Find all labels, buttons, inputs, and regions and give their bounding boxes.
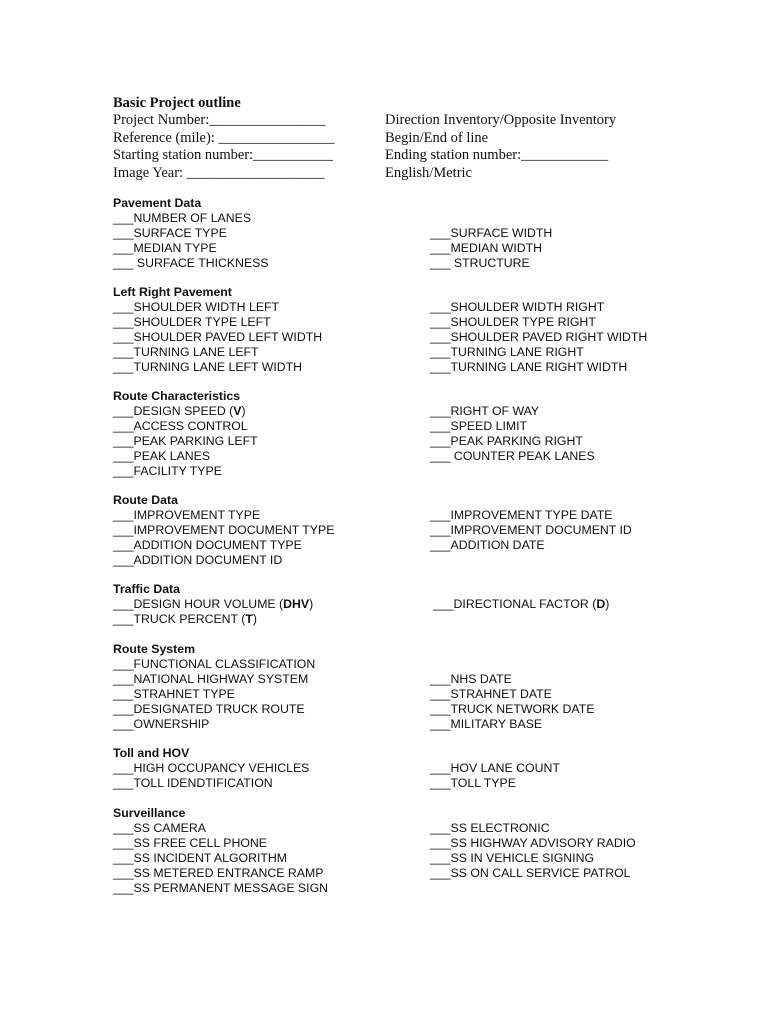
paren-close: ) bbox=[252, 611, 257, 626]
field-row bbox=[113, 821, 713, 836]
section-title: Surveillance bbox=[113, 806, 186, 820]
field-left: ___MEDIAN TYPE bbox=[113, 240, 217, 255]
field-left: ___TURNING LANE LEFT WIDTH bbox=[113, 359, 303, 374]
field-left: ___DESIGNATED TRUCK ROUTE bbox=[113, 701, 305, 716]
field-row bbox=[113, 211, 713, 226]
field-right: ___TURNING LANE RIGHT WIDTH bbox=[430, 359, 628, 374]
begin-end-line: Begin/End of line bbox=[385, 129, 489, 146]
section-title: Left Right Pavement bbox=[113, 285, 232, 299]
field-left: ___HIGH OCCUPANCY VEHICLES bbox=[113, 761, 310, 775]
field-left: ___NATIONAL HIGHWAY SYSTEM bbox=[113, 671, 309, 686]
field-right bbox=[433, 597, 609, 612]
outline-left-column bbox=[113, 112, 334, 182]
field-row bbox=[113, 597, 713, 612]
paren-close: ) bbox=[309, 597, 314, 611]
section-title: Toll and HOV bbox=[113, 746, 190, 760]
project-number-line: Project Number:________________ bbox=[113, 112, 326, 128]
field-row bbox=[113, 538, 713, 553]
field-right: ___SHOULDER WIDTH RIGHT bbox=[430, 300, 605, 314]
field-right: ___SS ELECTRONIC bbox=[430, 821, 550, 835]
field-right: ___ COUNTER PEAK LANES bbox=[430, 448, 595, 463]
route-system-section bbox=[113, 642, 713, 731]
english-metric-line: English/Metric bbox=[385, 164, 472, 181]
field-row bbox=[113, 256, 713, 271]
image-year-line: Image Year: ___________________ bbox=[113, 164, 325, 181]
field-row bbox=[113, 330, 713, 345]
field-right: ___SS ON CALL SERVICE PATROL bbox=[430, 865, 631, 880]
section-title: Pavement Data bbox=[113, 196, 202, 210]
field-right: ___SPEED LIMIT bbox=[430, 418, 528, 433]
field-row bbox=[113, 523, 713, 538]
field-right: ___RIGHT OF WAY bbox=[430, 404, 540, 418]
reference-mile-line: Reference (mile): ________________ bbox=[113, 129, 335, 146]
route-characteristics-section bbox=[113, 389, 713, 478]
paren-close: ) bbox=[241, 404, 246, 418]
field-right: ___SS IN VEHICLE SIGNING bbox=[430, 850, 595, 865]
field-right: ___PEAK PARKING RIGHT bbox=[430, 433, 583, 448]
field-right: ___SHOULDER PAVED RIGHT WIDTH bbox=[430, 329, 648, 344]
field-row bbox=[113, 717, 713, 732]
field-row bbox=[113, 761, 713, 776]
field-right: ___ STRUCTURE bbox=[430, 255, 530, 270]
field-left: ___SS FREE CELL PHONE bbox=[113, 835, 267, 850]
field-row bbox=[113, 881, 713, 896]
field-right: ___IMPROVEMENT DOCUMENT ID bbox=[430, 522, 632, 537]
section-title: Traffic Data bbox=[113, 582, 180, 596]
surveillance-section bbox=[113, 806, 713, 895]
field-left bbox=[113, 597, 313, 612]
field-right: ___MEDIAN WIDTH bbox=[430, 240, 543, 255]
dhv-symbol: DHV bbox=[283, 597, 310, 611]
field-right: ___ADDITION DATE bbox=[430, 537, 545, 552]
left-right-pavement-section bbox=[113, 285, 713, 374]
route-data-section bbox=[113, 493, 713, 568]
field-row bbox=[113, 419, 713, 434]
truck-percent-symbol: T bbox=[245, 611, 253, 626]
field-right: ___TOLL TYPE bbox=[430, 775, 516, 790]
field-left: ___STRAHNET TYPE bbox=[113, 686, 235, 701]
outline-title: Basic Project outline bbox=[113, 95, 241, 111]
field-row bbox=[113, 404, 713, 419]
field-left: ___TOLL IDENDTIFICATION bbox=[113, 775, 273, 790]
field-left: ___PEAK LANES bbox=[113, 448, 211, 463]
field-left: ___SURFACE TYPE bbox=[113, 225, 227, 240]
field-right: ___IMPROVEMENT TYPE DATE bbox=[430, 508, 613, 522]
field-right: ___HOV LANE COUNT bbox=[430, 761, 560, 775]
field-row bbox=[113, 687, 713, 702]
field-left: ___ADDITION DOCUMENT ID bbox=[113, 552, 283, 567]
field-row bbox=[113, 345, 713, 360]
field-row bbox=[113, 672, 713, 687]
section-title: Route System bbox=[113, 642, 196, 656]
field-row bbox=[113, 464, 713, 479]
field-left: ___SHOULDER PAVED LEFT WIDTH bbox=[113, 329, 323, 344]
field-right: ___NHS DATE bbox=[430, 671, 512, 686]
field-row bbox=[113, 612, 713, 627]
field-left: ___IMPROVEMENT DOCUMENT TYPE bbox=[113, 522, 335, 537]
field-right: ___SHOULDER TYPE RIGHT bbox=[430, 314, 596, 329]
field-row bbox=[113, 315, 713, 330]
pavement-data-section bbox=[113, 196, 713, 271]
directional-factor-label: ___DIRECTIONAL FACTOR ( bbox=[433, 597, 597, 611]
design-speed-symbol: V bbox=[233, 404, 242, 418]
truck-percent-label: ___TRUCK PERCENT ( bbox=[113, 611, 246, 626]
field-right: ___TRUCK NETWORK DATE bbox=[430, 701, 595, 716]
field-row bbox=[113, 226, 713, 241]
field-right: ___SURFACE WIDTH bbox=[430, 225, 553, 240]
field-left: ___ACCESS CONTROL bbox=[113, 418, 248, 433]
paren-close: ) bbox=[605, 597, 610, 611]
field-left: ___SHOULDER WIDTH LEFT bbox=[113, 300, 280, 314]
field-left: ___FACILITY TYPE bbox=[113, 463, 222, 478]
field-row bbox=[113, 776, 713, 791]
field-left: ___ SURFACE THICKNESS bbox=[113, 255, 269, 270]
section-title: Route Characteristics bbox=[113, 389, 241, 403]
field-left: ___NUMBER OF LANES bbox=[113, 211, 252, 225]
field-left: ___SS CAMERA bbox=[113, 821, 206, 835]
field-right: ___MILITARY BASE bbox=[430, 716, 543, 731]
field-left: ___IMPROVEMENT TYPE bbox=[113, 508, 261, 522]
field-left: ___OWNERSHIP bbox=[113, 716, 210, 731]
starting-station-line: Starting station number:___________ bbox=[113, 147, 333, 164]
directional-factor-symbol: D bbox=[596, 597, 606, 611]
field-left: ___SS PERMANENT MESSAGE SIGN bbox=[113, 880, 329, 895]
field-right: ___STRAHNET DATE bbox=[430, 686, 552, 701]
field-row bbox=[113, 851, 713, 866]
field-left bbox=[113, 612, 257, 627]
field-left: ___SS METERED ENTRANCE RAMP bbox=[113, 865, 324, 880]
field-row bbox=[113, 702, 713, 717]
section-title: Route Data bbox=[113, 493, 178, 507]
field-row bbox=[113, 434, 713, 449]
field-row bbox=[113, 449, 713, 464]
direction-inventory-line: Direction Inventory/Opposite Inventory bbox=[385, 112, 617, 128]
field-row bbox=[113, 866, 713, 881]
traffic-data-section bbox=[113, 582, 713, 627]
field-left bbox=[113, 404, 246, 419]
field-row bbox=[113, 300, 713, 315]
design-speed-label: ___DESIGN SPEED ( bbox=[113, 404, 234, 418]
field-left: ___PEAK PARKING LEFT bbox=[113, 433, 258, 448]
field-left: ___ADDITION DOCUMENT TYPE bbox=[113, 537, 302, 552]
field-left: ___FUNCTIONAL CLASSIFICATION bbox=[113, 657, 316, 671]
outline-right-column bbox=[385, 112, 616, 182]
field-row bbox=[113, 836, 713, 851]
dhv-label: ___DESIGN HOUR VOLUME ( bbox=[113, 597, 284, 611]
field-row bbox=[113, 553, 713, 568]
field-right: ___TURNING LANE RIGHT bbox=[430, 344, 584, 359]
field-row bbox=[113, 241, 713, 256]
ending-station-line: Ending station number:____________ bbox=[385, 147, 609, 164]
field-left: ___TURNING LANE LEFT bbox=[113, 344, 259, 359]
field-row bbox=[113, 657, 713, 672]
toll-hov-section bbox=[113, 746, 713, 791]
field-row bbox=[113, 508, 713, 523]
field-row bbox=[113, 360, 713, 375]
field-left: ___SS INCIDENT ALGORITHM bbox=[113, 850, 288, 865]
field-right: ___SS HIGHWAY ADVISORY RADIO bbox=[430, 835, 636, 850]
field-left: ___SHOULDER TYPE LEFT bbox=[113, 314, 271, 329]
